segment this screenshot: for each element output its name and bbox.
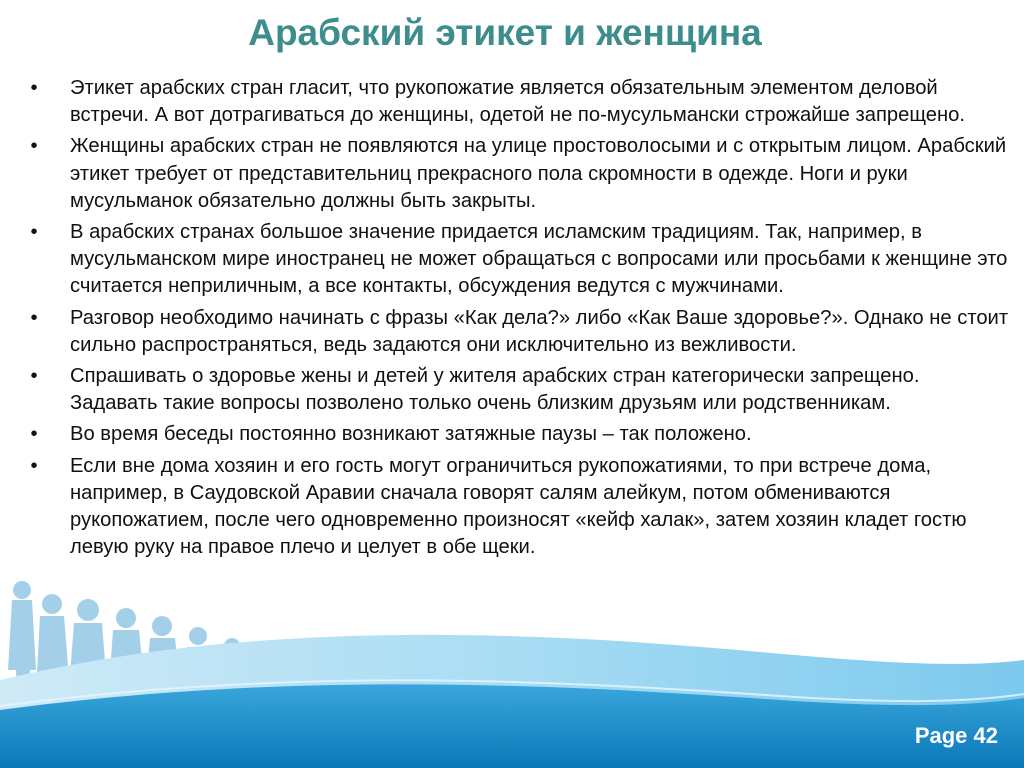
- bullet-text: Спрашивать о здоровье жены и детей у жителя арабских стран категорически запрещено. Задавать такие вопросы позволено только очень близким друзьям или родственникам.: [70, 365, 920, 415]
- bullet-text: Если вне дома хозяин и его гость могут ограничиться рукопожатиями, то при встрече дома, например, в Саудовской Аравии сначала говорят салям алейкум, потом обмениваются рукопожатием, после чего одновременно произносят «кейф халак», затем хозяин кладет гостю левую руку на правое плечо и целует в обе щеки.: [70, 454, 967, 559]
- bullet-item: [22, 133, 1012, 215]
- bullet-mark: •: [30, 423, 38, 446]
- person-head: [116, 608, 136, 628]
- bullet-text: Разговор необходимо начинать с фразы «Как дела?» либо «Как Ваше здоровье?». Однако не стоит сильно распространяться, ведь задаются они исключительно из вежливости.: [70, 306, 1009, 356]
- bullet-item: [22, 363, 1012, 417]
- bullet-item: [22, 75, 1012, 129]
- bullet-text: Женщины арабских стран не появляются на улице простоволосыми и с открытым лицом. Арабский этикет требует от представительниц прекрасного пола скромности в одежде. Ноги и руки мусульманок обязательно должны быть закрыты.: [70, 135, 1007, 212]
- bullet-item: [22, 305, 1012, 359]
- bullet-mark: •: [30, 221, 38, 244]
- bullet-item: [22, 453, 1012, 562]
- person-head: [13, 581, 31, 599]
- bullet-mark: •: [30, 454, 38, 477]
- bullet-mark: •: [30, 135, 38, 158]
- bullet-item: [22, 421, 1012, 448]
- bullet-text: В арабских странах большое значение придается исламским традициям. Так, например, в мусульманском мире иностранец не может обращаться с вопросами или просьбами к женщине это считается неприличным, а все контакты, обсуждения ведутся с мужчинами.: [70, 221, 1008, 298]
- bullet-mark: •: [30, 77, 38, 99]
- slide-title: Арабский этикет и женщина: [248, 12, 762, 53]
- decorative-background: [0, 560, 1024, 768]
- bullet-text: Во время беседы постоянно возникают затяжные паузы – так положено.: [70, 423, 752, 446]
- person-head: [42, 594, 62, 614]
- bullet-item: [22, 219, 1012, 301]
- bullet-mark: •: [30, 365, 38, 388]
- bullet-list: [22, 75, 1012, 565]
- person-head: [152, 616, 172, 636]
- person-head: [77, 599, 99, 621]
- bullet-mark: •: [30, 306, 38, 329]
- bullet-text: Этикет арабских стран гласит, что рукопожатие является обязательным элементом деловой встречи. А вот дотрагиваться до женщины, одетой не по-мусульмански строжайше запрещено.: [70, 77, 965, 127]
- person-head: [189, 627, 207, 645]
- page-number: Page 42: [914, 723, 998, 748]
